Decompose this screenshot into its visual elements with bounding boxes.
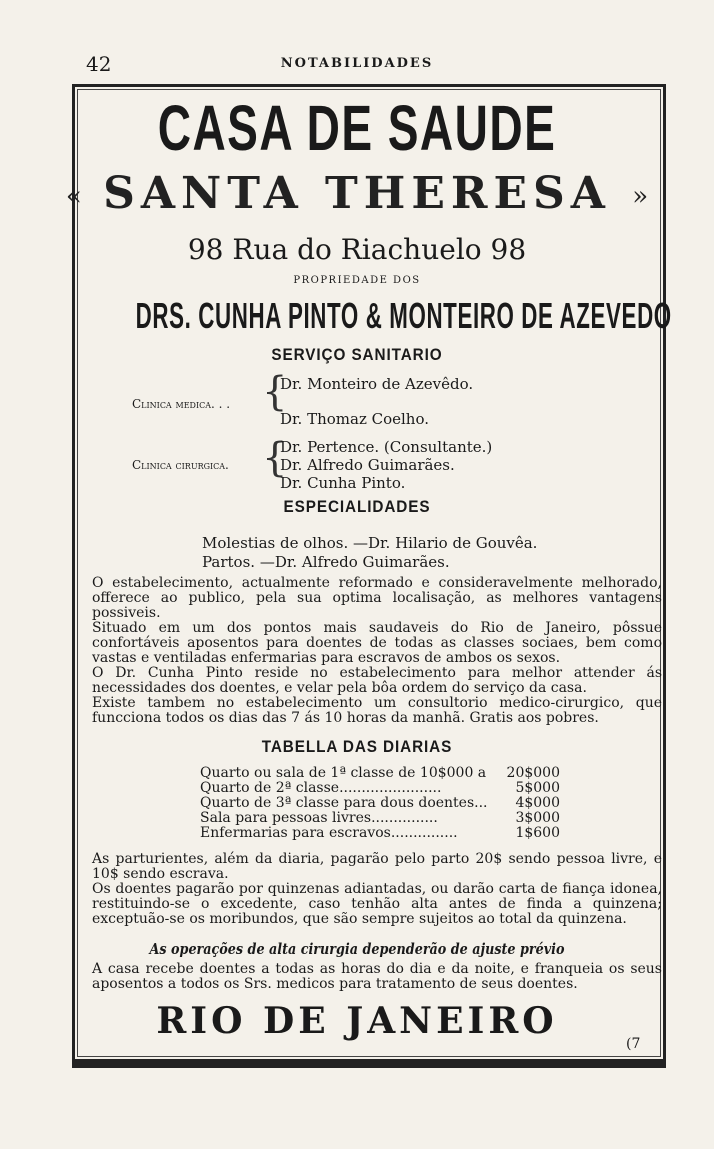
paragraph: O estabelecimento, actualmente reformado e consideravelmente melhorado, offerece ao publico, pela sua optima localisação, as melhores vantagens possiveis. (92, 575, 662, 621)
printer-mark: (7 (626, 1036, 641, 1052)
ad-title: CASA DE SAUDE (157, 92, 557, 164)
page-number: 42 (86, 52, 112, 76)
tabella-item: Quarto de 2ª classe....................... (200, 780, 442, 796)
tabella-price: 5$000 (515, 780, 560, 796)
city-name: RIO DE JANEIRO (156, 1000, 558, 1042)
running-head: NOTABILIDADES (280, 56, 434, 71)
tabella-item: Quarto de 3ª classe para dous doentes... (200, 795, 488, 811)
tabella-row (200, 781, 560, 796)
subtitle-open-guillemet: « (65, 181, 82, 212)
clinica-medica-doctor: Dr. Thomaz Coelho. (280, 410, 429, 428)
paragraph: Existe tambem no estabelecimento um consultorio medico-cirurgico, que funcciona todos os dias das 7 ás 10 horas da manhã. Gratis aos pobres. (92, 695, 662, 726)
tabella-row (200, 766, 560, 781)
description-block (92, 576, 662, 726)
clinica-medica-doctor: Dr. Monteiro de Azevêdo. (280, 375, 474, 393)
subtitle-close-guillemet: » (632, 181, 649, 212)
clinica-cirurgica-doctor: Dr. Cunha Pinto. (280, 474, 406, 492)
paragraph: O Dr. Cunha Pinto reside no estabelecimento para melhor attender ás necessidades dos doentes, e velar pela bôa ordem do serviço da casa. (92, 665, 662, 696)
especialidade-item: Partos. —Dr. Alfredo Guimarães. (202, 553, 450, 571)
tabella-item: Quarto ou sala de 1ª classe de 10$000 a (200, 765, 487, 781)
especialidade-item: Molestias de olhos. —Dr. Hilario de Gouvêa. (202, 534, 538, 552)
clinica-cirurgica-doctor: Dr. Alfredo Guimarães. (280, 456, 455, 474)
clinica-cirurgica-label: Clinica cirurgica. (132, 458, 229, 472)
owners: DRS. CUNHA PINTO & MONTEIRO DE AZEVEDO (135, 295, 672, 336)
subtitle-text: SANTA THERESA (103, 168, 611, 219)
brace-icon: { (262, 435, 288, 481)
tabella-row (200, 826, 560, 841)
tabella-table (200, 766, 560, 841)
closing-block (92, 962, 662, 992)
tabella-price: 4$000 (515, 795, 560, 811)
paragraph: As parturientes, além da diaria, pagarão pelo parto 20$ sendo pessoa livre, e 10$ sendo escrava. (92, 851, 662, 882)
tabella-row (200, 796, 560, 811)
especialidades-heading: ESPECIALIDADES (283, 497, 431, 516)
tabella-price: 20$000 (506, 765, 560, 781)
paragraph: Situado em um dos pontos mais saudaveis do Rio de Janeiro, pôssue confortáveis aposentos para doentes de todas as classes sociaes, bem como vastas e ventiladas enfermarias para escravos de ambos os sexos. (92, 620, 662, 666)
servico-heading: SERVIÇO SANITARIO (271, 345, 443, 364)
tabella-price: 3$000 (515, 810, 560, 826)
tabella-row (200, 811, 560, 826)
tabella-item: Sala para pessoas livres............... (200, 810, 438, 826)
address: 98 Rua do Riachuelo 98 (187, 233, 527, 266)
brace-icon: { (262, 369, 288, 415)
clinica-medica-label: Clinica medica. . . (132, 397, 231, 411)
ad-subtitle (0, 168, 714, 219)
tabella-heading: TABELLA DAS DIARIAS (261, 737, 453, 756)
paragraph: A casa recebe doentes a todas as horas do dia e da noite, e franqueia os seus aposentos a todos os Srs. medicos para tratamento de seus doentes. (92, 961, 662, 992)
tabella-price: 1$600 (515, 825, 560, 841)
operacoes-note: As operações de alta cirurgia dependerão de ajuste prévio (149, 940, 565, 958)
ad-border-bottom-rule (72, 1062, 666, 1068)
tabella-item: Enfermarias para escravos............... (200, 825, 458, 841)
clinica-cirurgica-doctor: Dr. Pertence. (Consultante.) (280, 438, 493, 456)
payment-block (92, 852, 662, 927)
paragraph: Os doentes pagarão por quinzenas adiantadas, ou darão carta de fiança idonea, restituindo-se o excedente, caso tenhão alta antes de finda a quinzena; exceptuão-se os moribundos, que são sempre sujeitos ao total da quinzena. (92, 881, 662, 927)
propriedade-label: PROPRIEDADE DOS (293, 275, 421, 286)
